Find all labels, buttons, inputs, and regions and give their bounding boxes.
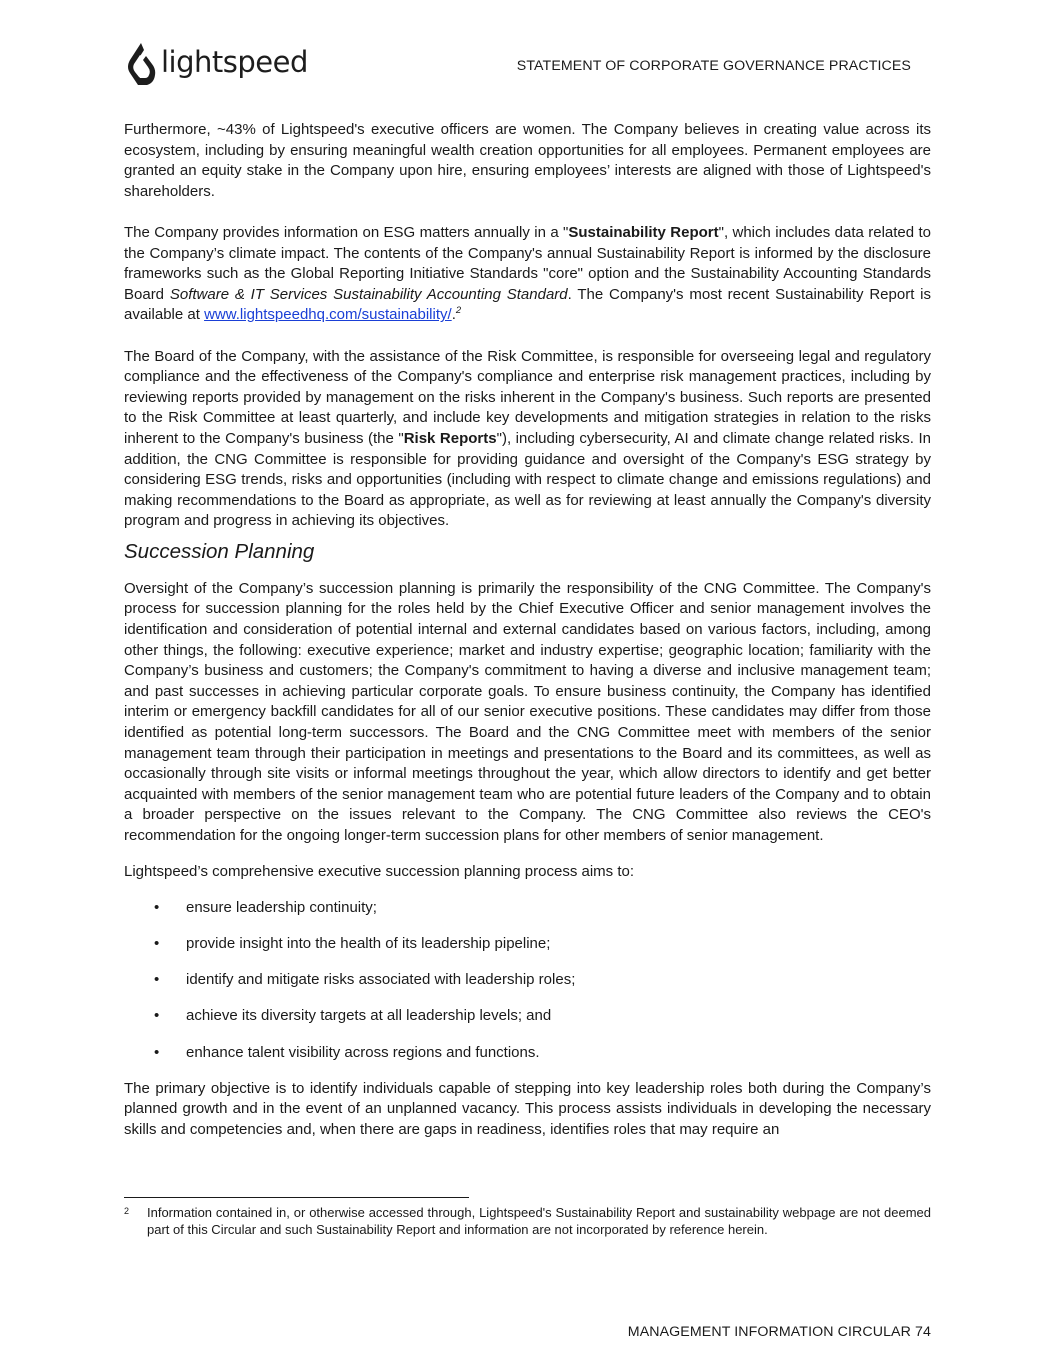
footnote-divider [124,1197,469,1198]
paragraph-risk-committee [124,347,931,532]
list-item-text: enhance talent visibility across regions and functions. [186,1043,540,1061]
list-item [124,970,931,991]
bullet-icon: • [154,899,160,917]
company-logo [127,42,308,86]
defined-term-risk-reports: Risk Reports [403,429,497,447]
sustainability-link[interactable]: www.lightspeedhq.com/sustainability/ [204,306,452,324]
page-footer: MANAGEMENT INFORMATION CIRCULAR 74 [627,1324,931,1340]
list-item-text: provide insight into the health of its leadership pipeline; [186,935,551,953]
text-span: The Company provides information on ESG matters annually in a " [124,223,569,241]
succession-aims-list [124,898,931,1063]
section-header-title: STATEMENT OF CORPORATE GOVERNANCE PRACTICES [516,58,911,74]
list-item [124,1043,931,1064]
text-span: . [451,306,456,324]
bullet-icon: • [154,971,160,989]
defined-term-sustainability-report: Sustainability Report [568,223,719,241]
list-item-text: ensure leadership continuity; [186,899,377,917]
paragraph-sustainability-report [124,223,931,326]
bullet-icon: • [154,1043,160,1061]
bullet-icon: • [154,1007,160,1025]
paragraph-primary-objective: The primary objective is to identify individuals capable of stepping into key leadership roles both during the Company’s planned growth and in the event of an unplanned vacancy. This process assists individuals in developing the necessary skills and competencies and, when there are gaps in readiness, identifies roles that may require an [124,1079,931,1138]
footnote-reference[interactable]: 2 [455,305,462,317]
footnote [124,1205,931,1238]
lightspeed-flame-icon [127,42,157,86]
text-span: The Board of the Company, with the assistance of the Risk Committee, is responsible for overseeing legal and regulatory compliance and the effectiveness of the Company's compliance and enterprise risk management practices, including by reviewing reports provided by management on the risks inherent in the Company's business. Such reports are presented to the Risk Committee at least quarterly, and include key developments and mitigation strategies in relation to the risks inherent to the Company's business (the " [124,347,931,447]
list-item [124,1006,931,1027]
paragraph-succession-aims: Lightspeed’s comprehensive executive succession planning process aims to: [124,863,635,881]
text-span: . The Company's most recent Sustainability Report is available at [124,285,931,324]
list-item [124,934,931,955]
text-span: ", which includes data related to the Company’s climate impact. The contents of the Company's annual Sustainability Report is informed by the disclosure frameworks such as the Global Reporting Initiative Standards "core" option and the Sustainability Accounting Standards Board [124,223,931,303]
paragraph-women-executives: Furthermore, ~43% of Lightspeed's executive officers are women. The Company believes in creating value across its ecosystem, including by ensuring meaningful wealth creation opportunities for all employees. Permanent employees are granted an equity stake in the Company upon hire, ensuring employees’ interests are aligned with those of Lightspeed's shareholders. [124,121,931,200]
section-heading-succession-planning: Succession Planning [124,539,315,563]
list-item-text: achieve its diversity targets at all leadership levels; and [186,1007,552,1025]
list-item-text: identify and mitigate risks associated with leadership roles; [186,971,576,989]
list-item [124,898,931,919]
footnote-number: 2 [124,1206,130,1216]
text-span: "), including cybersecurity, AI and climate change related risks. In addition, the CNG Committee is responsible for providing guidance and oversight of the Company's ESG strategy by considering ESG trends, risks and opportunities (including with respect to climate change and emissions regulations) and making recommendations to the Board as appropriate, as well as for reviewing at least annually the Company's diversity program and progress in achieving its objectives. [124,429,932,530]
bullet-icon: • [154,935,160,953]
footnote-text: Information contained in, or otherwise accessed through, Lightspeed's Sustainability Report and sustainability webpage are not deemed part of this Circular and such Sustainability Report and information are not incorporated by reference herein. [147,1205,931,1237]
standard-title: Software & IT Services Sustainability Accounting Standard [169,285,568,303]
logo-wordmark: lightspeed [161,44,308,79]
paragraph-succession-oversight: Oversight of the Company’s succession planning is primarily the responsibility of the CNG Committee. The Company's process for succession planning for the roles held by the Chief Executive Officer and senior management involves the identification and consideration of potential internal and external candidates based on various factors, including, among other things, the following: executive experience; market and industry expertise; geographic location; familiarity with the Company’s business and customers; the Company's commitment to having a diverse and inclusive management team; and past successes in achieving particular corporate goals. To ensure business continuity, the Company has identified interim or emergency backfill candidates for all of our senior executive positions. These candidates may differ from those identified as potential long-term successors. The Board and the CNG Committee meet with members of the senior management team through their participation in meetings and presentations to the Board and its committees, as well as occasionally through site visits or informal meetings throughout the year, which allow directors to identify and get better acquainted with members of the senior management team who are potential future leaders of the Company and to obtain a broader perspective on the issues relevant to the Company. The CNG Committee also reviews the CEO's recommendation for the ongoing longer-term succession plans for other members of senior management. [124,579,931,844]
document-body [124,120,931,1140]
